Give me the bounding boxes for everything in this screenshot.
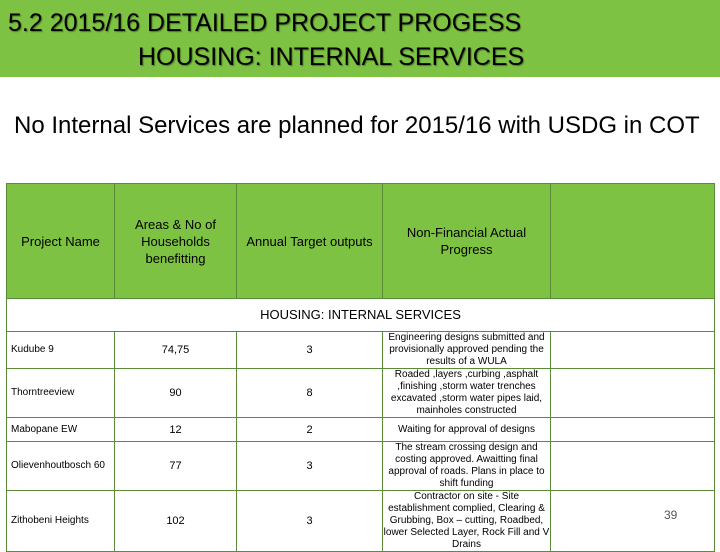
table-row [7,332,715,369]
page-number: 39 [664,508,678,522]
target-cell: 3 [237,491,383,552]
table-row [7,369,715,418]
table-row [7,442,715,491]
column-header-empty [551,184,715,299]
slide-title-line-1: 5.2 2015/16 DETAILED PROJECT PROGESS [8,9,522,37]
project-progress-table [6,183,715,552]
target-cell: 3 [237,442,383,491]
column-header-project-name: Project Name [7,184,115,299]
target-cell: 3 [237,332,383,369]
project-name-cell: Olievenhoutbosch 60 [7,442,115,491]
project-name-cell: Mabopane EW [7,418,115,442]
target-cell: 8 [237,369,383,418]
households-cell: 102 [115,491,237,552]
households-cell: 90 [115,369,237,418]
column-header-progress: Non-Financial Actual Progress [383,184,551,299]
progress-cell: The stream crossing design and costing approved. Awaitting final approval of roads. Plans in place to shift funding [383,442,551,491]
empty-cell [551,418,715,442]
empty-cell [551,332,715,369]
progress-cell: Waiting for approval of designs [383,418,551,442]
section-row [7,299,715,332]
progress-cell: Contractor on site - Site establishment complied, Clearing & Grubbing, Box – cutting, Roadbed, lower Selected Layer, Rock Fill and V Drains [383,491,550,550]
target-cell: 2 [237,418,383,442]
slide-title-line-2: HOUSING: INTERNAL SERVICES [138,43,525,71]
project-name-cell: Kudube 9 [7,332,115,369]
empty-cell [551,491,715,552]
progress-cell: Engineering designs submitted and provisionally approved pending the results of a WULA [383,332,551,369]
project-name-cell: Thorntreeview [7,369,115,418]
column-header-households: Areas & No of Households benefitting [115,184,237,299]
title-banner [0,0,720,77]
progress-cell: Roaded ,layers ,curbing ,asphalt ,finishing ,storm water trenches excavated ,storm water pipes laid, mainholes constructed [383,369,551,418]
empty-cell [551,442,715,491]
section-label: HOUSING: INTERNAL SERVICES [7,299,715,332]
empty-cell [551,369,715,418]
table-row [7,418,715,442]
table-header-row [7,184,715,299]
households-cell: 77 [115,442,237,491]
households-cell: 74,75 [115,332,237,369]
households-cell: 12 [115,418,237,442]
table-row [7,491,715,552]
subtitle-text: No Internal Services are planned for 2015/16 with USDG in COT [14,112,700,139]
column-header-annual-target: Annual Target outputs [237,184,383,299]
project-name-cell: Zithobeni Heights [7,491,115,552]
